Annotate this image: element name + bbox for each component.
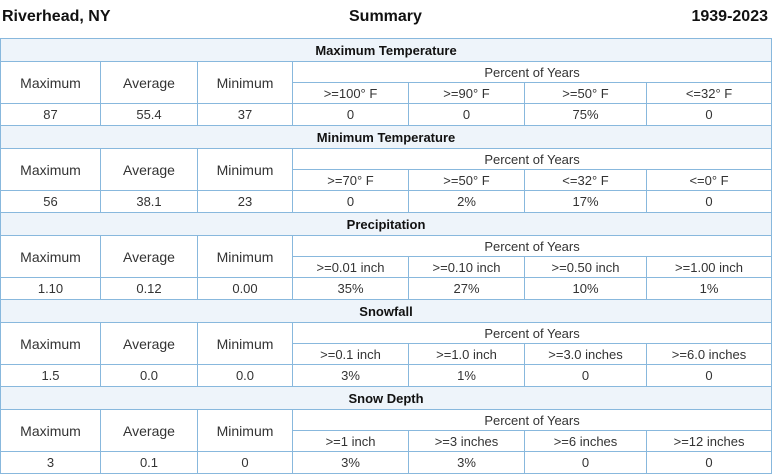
threshold-label: >=6 inches: [525, 431, 647, 452]
average-value: 55.4: [101, 104, 198, 126]
percent-value: 0: [293, 191, 409, 213]
threshold-label: >=0.1 inch: [293, 344, 409, 365]
percent-value: 2%: [409, 191, 525, 213]
percent-value: 3%: [293, 452, 409, 474]
average-value: 0.12: [101, 278, 198, 300]
section-title-row: [1, 126, 772, 149]
percent-value: 27%: [409, 278, 525, 300]
threshold-label: <=32° F: [525, 170, 647, 191]
page-title: Summary: [349, 8, 422, 25]
minimum-header: Minimum: [198, 62, 293, 104]
value-row: [1, 104, 772, 126]
threshold-label: >=3 inches: [409, 431, 525, 452]
minimum-value: 0.00: [198, 278, 293, 300]
threshold-label: <=32° F: [647, 83, 772, 104]
threshold-label: >=12 inches: [647, 431, 772, 452]
threshold-label: >=3.0 inches: [525, 344, 647, 365]
percent-value: 0: [647, 365, 772, 387]
threshold-label: >=0.01 inch: [293, 257, 409, 278]
percent-value: 1%: [409, 365, 525, 387]
summary-table: [0, 38, 772, 474]
threshold-label: >=50° F: [525, 83, 647, 104]
percent-value: 0: [293, 104, 409, 126]
threshold-label: >=50° F: [409, 170, 525, 191]
maximum-value: 87: [1, 104, 101, 126]
percent-of-years-header: Percent of Years: [293, 410, 772, 431]
summary-table-body: [1, 39, 772, 474]
stat-header-row: [1, 323, 772, 344]
percent-of-years-header: Percent of Years: [293, 323, 772, 344]
threshold-label: >=1.0 inch: [409, 344, 525, 365]
section-title-row: [1, 39, 772, 62]
section-title: Precipitation: [1, 213, 772, 236]
percent-value: 1%: [647, 278, 772, 300]
average-value: 0.1: [101, 452, 198, 474]
stat-header-row: [1, 236, 772, 257]
maximum-header: Maximum: [1, 149, 101, 191]
threshold-label: >=6.0 inches: [647, 344, 772, 365]
percent-value: 3%: [409, 452, 525, 474]
percent-value: 0: [647, 452, 772, 474]
maximum-header: Maximum: [1, 236, 101, 278]
threshold-label: >=1.00 inch: [647, 257, 772, 278]
percent-value: 0: [647, 191, 772, 213]
percent-value: 0: [409, 104, 525, 126]
threshold-label: >=70° F: [293, 170, 409, 191]
maximum-header: Maximum: [1, 323, 101, 365]
average-header: Average: [101, 323, 198, 365]
threshold-label: >=0.10 inch: [409, 257, 525, 278]
percent-value: 17%: [525, 191, 647, 213]
average-header: Average: [101, 149, 198, 191]
threshold-label: <=0° F: [647, 170, 772, 191]
percent-value: 35%: [293, 278, 409, 300]
average-header: Average: [101, 236, 198, 278]
value-row: [1, 278, 772, 300]
maximum-header: Maximum: [1, 410, 101, 452]
minimum-value: 0.0: [198, 365, 293, 387]
percent-value: 10%: [525, 278, 647, 300]
section-title-row: [1, 300, 772, 323]
value-row: [1, 191, 772, 213]
average-value: 0.0: [101, 365, 198, 387]
percent-value: 0: [525, 365, 647, 387]
percent-of-years-header: Percent of Years: [293, 236, 772, 257]
section-title-row: [1, 213, 772, 236]
minimum-header: Minimum: [198, 323, 293, 365]
percent-value: 75%: [525, 104, 647, 126]
average-value: 38.1: [101, 191, 198, 213]
maximum-value: 3: [1, 452, 101, 474]
value-row: [1, 365, 772, 387]
threshold-label: >=90° F: [409, 83, 525, 104]
minimum-header: Minimum: [198, 236, 293, 278]
average-header: Average: [101, 410, 198, 452]
stat-header-row: [1, 62, 772, 83]
period-of-record: 1939-2023: [691, 8, 768, 25]
threshold-label: >=100° F: [293, 83, 409, 104]
station-name: Riverhead, NY: [2, 8, 111, 25]
threshold-label: >=0.50 inch: [525, 257, 647, 278]
minimum-value: 0: [198, 452, 293, 474]
section-title: Maximum Temperature: [1, 39, 772, 62]
percent-value: 0: [525, 452, 647, 474]
value-row: [1, 452, 772, 474]
minimum-header: Minimum: [198, 410, 293, 452]
stat-header-row: [1, 410, 772, 431]
minimum-value: 37: [198, 104, 293, 126]
maximum-value: 56: [1, 191, 101, 213]
section-title: Snow Depth: [1, 387, 772, 410]
stat-header-row: [1, 149, 772, 170]
percent-value: 0: [647, 104, 772, 126]
average-header: Average: [101, 62, 198, 104]
page-header: [0, 0, 774, 36]
percent-value: 3%: [293, 365, 409, 387]
maximum-value: 1.10: [1, 278, 101, 300]
minimum-header: Minimum: [198, 149, 293, 191]
maximum-header: Maximum: [1, 62, 101, 104]
section-title: Minimum Temperature: [1, 126, 772, 149]
percent-of-years-header: Percent of Years: [293, 149, 772, 170]
section-title-row: [1, 387, 772, 410]
percent-of-years-header: Percent of Years: [293, 62, 772, 83]
minimum-value: 23: [198, 191, 293, 213]
maximum-value: 1.5: [1, 365, 101, 387]
section-title: Snowfall: [1, 300, 772, 323]
threshold-label: >=1 inch: [293, 431, 409, 452]
